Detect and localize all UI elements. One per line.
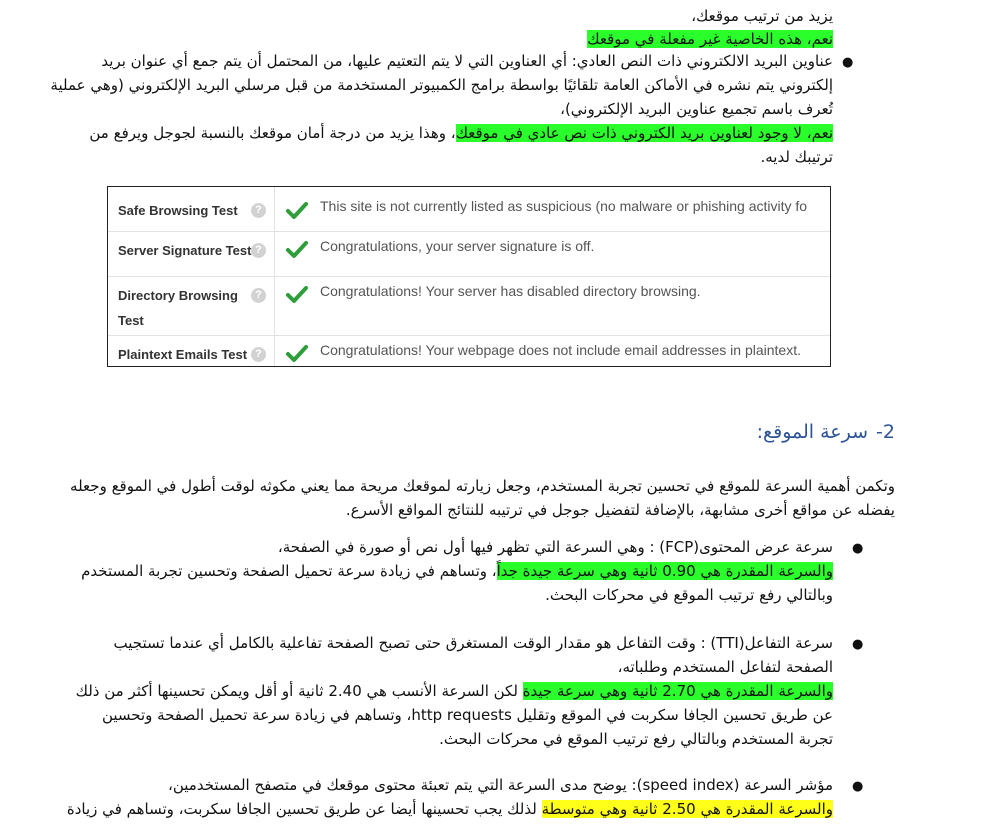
paragraph-line: عن طريق تحسين الجافا سكربت في الموقع وتقليل http requests، وتساهم في زيادة سرعة تحميل الصفحة وتحسين <box>101 706 833 724</box>
highlight-note: والسرعة المقدرة هي 0.90 ثانية وهي سرعة جيدة جداً <box>496 562 833 580</box>
check-icon <box>286 344 308 363</box>
test-result: Congratulations! Your webpage does not include email addresses in plaintext. <box>320 342 801 358</box>
row-divider <box>108 335 830 336</box>
paragraph-line: يزيد من ترتيب موقعك، <box>691 7 833 25</box>
row-divider <box>108 231 830 232</box>
test-label: Server Signature Test <box>118 243 252 258</box>
test-result: Congratulations, your server signature is off. <box>320 238 595 254</box>
paragraph-line <box>67 797 833 821</box>
help-icon[interactable]: ? <box>251 347 266 362</box>
paragraph-line: سرعة التفاعل(TTI) : وقت التفاعل هو مقدار الوقت المستغرق حتى تصبح الصفحة تفاعلية بالكامل أي عندما تستجيب <box>113 634 833 652</box>
table-row <box>108 238 830 272</box>
test-label: Directory Browsing <box>118 288 238 303</box>
bullet-icon: ● <box>852 637 864 652</box>
paragraph-text: لكن السرعة الأنسب هي 2.40 ثانية أو أقل ويمكن تحسينها أكثر من ذلك <box>75 682 523 700</box>
help-icon[interactable]: ? <box>251 203 266 218</box>
paragraph-text: ، وتساهم في زيادة سرعة تحميل الصفحة وتحسين تجربة المستخدم <box>81 562 497 580</box>
section-title: سرعة الموقع: <box>756 421 869 443</box>
help-icon[interactable]: ? <box>251 243 266 258</box>
paragraph-line: يفضله عن مواقع أخرى مشابهة، بالإضافة لتفضيل جوجل في ترتيبه للنتائج المواقع الأسرع. <box>345 501 895 519</box>
table-row <box>108 193 830 227</box>
help-icon[interactable]: ? <box>251 288 266 303</box>
paragraph-line <box>89 121 833 145</box>
section-number: 2- <box>876 421 895 443</box>
check-icon <box>286 201 308 220</box>
paragraph-line: عناوين البريد الالكتروني ذات النص العادي: أي العناوين التي لا يتم التعتيم عليها، من المحتمل أن يتم جمع أي عنوان بريد <box>101 52 833 70</box>
highlight-note: نعم، لا وجود لعناوين بريد الكتروني ذات نص عادي في موقعك <box>455 124 833 142</box>
paragraph-line <box>76 679 833 703</box>
security-test-table <box>107 186 831 367</box>
paragraph-line: تجربة المستخدم وبالتالي رفع ترتيب الموقع في محركات البحث. <box>439 730 833 748</box>
paragraph-line: ترتيبك لديه. <box>760 148 833 166</box>
test-result: Congratulations! Your server has disabled directory browsing. <box>320 283 701 299</box>
check-icon <box>286 240 308 259</box>
check-icon <box>286 285 308 304</box>
table-row <box>108 283 830 335</box>
paragraph-line: الصفحة لتفاعل المستخدم وطلباته، <box>617 658 833 676</box>
table-row <box>108 342 830 366</box>
row-divider <box>108 276 830 277</box>
test-label: Safe Browsing Test <box>118 203 238 218</box>
paragraph-line: تُعرف باسم تجميع عناوين البريد الإلكتروني)، <box>560 100 833 118</box>
paragraph-line: سرعة عرض المحتوى(FCP) : وهي السرعة التي تظهر فيها أول نص أو صورة في الصفحة، <box>277 538 833 556</box>
note-line <box>587 27 833 51</box>
bullet-icon: ● <box>842 55 854 70</box>
bullet-icon: ● <box>852 541 864 556</box>
highlight-note: والسرعة المقدرة هي 2.70 ثانية وهي سرعة جيدة <box>522 682 833 700</box>
test-result: This site is not currently listed as suspicious (no malware or phishing activity fo <box>320 198 808 214</box>
paragraph-line: وبالتالي رفع ترتيب الموقع في محركات البحث. <box>545 586 833 604</box>
paragraph-text: ، وهذا يزيد من درجة أمان موقعك بالنسبة لجوجل ويرفع من <box>89 124 456 142</box>
highlight-note: والسرعة المقدرة هي 2.50 ثانية وهي متوسطة <box>541 800 833 818</box>
bullet-icon: ● <box>852 779 864 794</box>
paragraph-line: وتكمن أهمية السرعة للموقع في تحسين تجربة المستخدم، وجعل زيارته لموقعك مريحة مما يعني مكوثه لوقت أطول في الموقع وجعله <box>70 477 895 495</box>
paragraph-line: إلكتروني يتم نشره في الأماكن العامة تلقائيًا بواسطة برامج الكمبيوتر المستخدمة من قبل مرسلي البريد الإلكتروني (وهي عملية <box>50 76 833 94</box>
paragraph-text: لذلك يجب تحسينها أيضا عن طريق تحسين الجافا سكربت، وتساهم في زيادة <box>66 800 542 818</box>
section-heading <box>757 421 895 443</box>
paragraph-line <box>81 559 833 583</box>
test-label: Test <box>118 313 144 328</box>
highlight-note: نعم، هذه الخاصية غير مفعلة في موقعك <box>587 30 833 48</box>
paragraph-line: مؤشر السرعة (speed index): يوضح مدى السرعة التي يتم تعبئة محتوى موقعك في متصفح المستخدمين، <box>168 776 833 794</box>
test-label: Plaintext Emails Test <box>118 347 248 362</box>
